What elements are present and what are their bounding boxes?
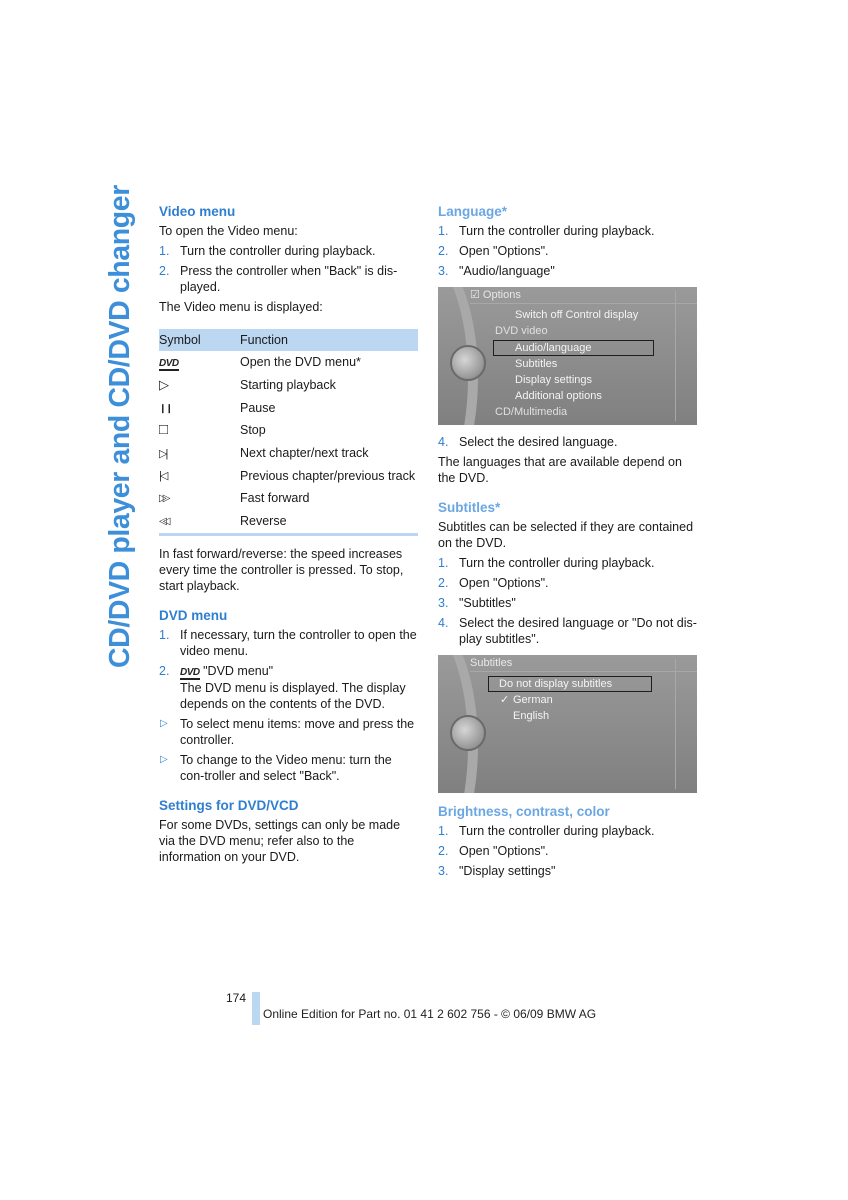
dvd-menu-steps <box>159 627 418 712</box>
dvd-logo-icon: DVD <box>180 667 200 679</box>
table-header <box>159 329 418 351</box>
list-item: 2. DVD "DVD menu" The DVD menu is displayed. The display depends on the contents of the DVD. <box>159 664 406 712</box>
table-row: ▷▷ Fast forward <box>159 491 310 506</box>
reverse-icon: ◁◁ <box>159 515 167 527</box>
subtitles-heading: Subtitles* <box>438 500 501 515</box>
table-row: |◁ Previous chapter/previous track <box>159 468 416 483</box>
fast-forward-icon: ▷▷ <box>159 493 167 505</box>
language-steps <box>438 223 700 279</box>
column-header-symbol: Symbol <box>159 329 240 351</box>
table-row: ❙❙ Pause <box>159 400 276 415</box>
play-icon: ▷ <box>159 377 169 393</box>
list-item: 1. Turn the controller during playback. <box>438 824 655 838</box>
right-column <box>438 203 700 883</box>
list-item: 2. Open "Options". <box>438 844 549 858</box>
screen-header: ☑ Options <box>470 287 697 304</box>
language-step4 <box>438 434 700 450</box>
dvd-menu-bullets <box>159 716 418 784</box>
list-item: 1. Turn the controller during playback. <box>438 224 655 238</box>
triangle-bullet-icon: ▷ <box>160 754 168 766</box>
settings-text: For some DVDs, settings can only be made via the DVD menu; refer also to the information on your DVD. <box>159 818 401 865</box>
language-note: The languages that are available depend on the DVD. <box>438 455 682 485</box>
options-icon: ☑ <box>470 289 483 301</box>
symbol-table <box>159 329 418 536</box>
brightness-heading: Brightness, contrast, color <box>438 804 610 819</box>
video-menu-heading: Video menu <box>159 204 236 219</box>
triangle-bullet-icon: ▷ <box>160 718 168 730</box>
footer-edition: Online Edition for Part no. 01 41 2 602 756 - © 06/09 BMW AG <box>263 1007 597 1021</box>
list-item: ▷ To select menu items: move and press the controller. <box>160 717 415 748</box>
screen-header: Subtitles <box>470 655 697 672</box>
list-item: 1. Turn the controller during playback. <box>438 556 655 570</box>
video-menu-displayed: The Video menu is displayed: <box>159 300 323 314</box>
dvd-logo-icon: DVD <box>159 357 179 369</box>
previous-track-icon: |◁ <box>159 470 167 483</box>
list-item: 4. Select the desired language. <box>438 435 618 449</box>
left-column <box>159 203 418 869</box>
language-heading: Language* <box>438 204 508 219</box>
side-section-title: CD/DVD player and CD/DVD changer <box>104 185 136 668</box>
options-screenshot: ☑ Options Switch off Control display DVD video Audio/language Subtitles Display settings Additional options CD/Multimedia <box>438 287 697 425</box>
list-item: 2. Press the controller when "Back" is dis-played. <box>159 264 398 294</box>
brightness-steps <box>438 823 700 879</box>
footer-accent-bar <box>252 992 260 1025</box>
settings-heading: Settings for DVD/VCD <box>159 798 299 814</box>
list-item: 3. "Subtitles" <box>438 596 516 610</box>
page-number: 174 <box>226 991 247 1005</box>
column-header-function: Function <box>240 329 418 351</box>
subtitles-screenshot: Subtitles Do not display subtitles ✓ German English <box>438 655 697 793</box>
table-row: DVD Open the DVD menu* <box>159 355 361 370</box>
next-track-icon: ▷| <box>159 447 167 460</box>
list-item: 3. "Display settings" <box>438 864 556 878</box>
speed-note: In fast forward/reverse: the speed increases every time the controller is pressed. To stop, start playback. <box>159 547 404 594</box>
list-item: 2. Open "Options". <box>438 576 549 590</box>
pause-icon: ❙❙ <box>159 403 173 414</box>
video-menu-steps <box>159 243 418 295</box>
list-item: 1. Turn the controller during playback. <box>159 244 376 258</box>
table-row: ◁◁ Reverse <box>159 510 418 535</box>
controller-knob-icon <box>450 715 486 751</box>
table-row: □ Stop <box>159 421 266 439</box>
table-row: ▷ Starting playback <box>159 377 336 393</box>
list-item: 4. Select the desired language or "Do not dis-play subtitles". <box>438 616 697 646</box>
subtitles-steps <box>438 555 700 647</box>
list-item: 2. Open "Options". <box>438 244 549 258</box>
subtitles-intro: Subtitles can be selected if they are contained on the DVD. <box>438 520 694 550</box>
dvd-menu-heading: DVD menu <box>159 608 228 624</box>
table-row: ▷| Next chapter/next track <box>159 446 369 461</box>
list-item: ▷ To change to the Video menu: turn the con-troller and select "Back". <box>160 753 392 784</box>
stop-icon: □ <box>159 421 169 439</box>
list-item: 1. If necessary, turn the controller to open the video menu. <box>159 628 417 659</box>
list-item: 3. "Audio/language" <box>438 264 555 278</box>
video-menu-intro: To open the Video menu: <box>159 224 298 238</box>
checkmark-icon: ✓ <box>500 694 510 706</box>
controller-knob-icon <box>450 345 486 381</box>
